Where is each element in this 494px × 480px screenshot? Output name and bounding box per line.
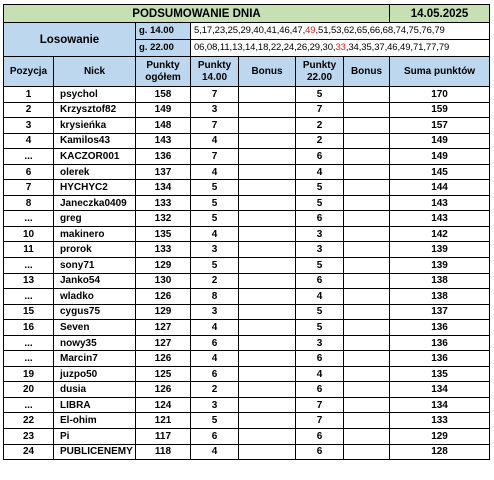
bonus-14-cell bbox=[239, 273, 296, 289]
points-22-cell: 6 bbox=[296, 444, 344, 460]
total-points-cell: 149 bbox=[136, 102, 191, 118]
sum-cell: 143 bbox=[390, 211, 490, 227]
bonus-22-cell bbox=[344, 335, 390, 351]
total-points-cell: 125 bbox=[136, 366, 191, 382]
points-14-cell: 3 bbox=[191, 304, 239, 320]
drawn-number: 46 bbox=[279, 25, 290, 36]
sum-cell: 128 bbox=[390, 444, 490, 460]
points-22-cell: 5 bbox=[296, 195, 344, 211]
sum-cell: 170 bbox=[390, 87, 490, 103]
points-14-cell: 5 bbox=[191, 258, 239, 274]
bonus-22-cell bbox=[344, 382, 390, 398]
total-points-cell: 126 bbox=[136, 382, 191, 398]
drawn-number: 37 bbox=[374, 42, 385, 53]
total-points-cell: 129 bbox=[136, 258, 191, 274]
draws-label: Losowanie bbox=[4, 23, 136, 57]
points-22-cell: 2 bbox=[296, 118, 344, 134]
sum-cell: 134 bbox=[390, 397, 490, 413]
sum-cell: 139 bbox=[390, 258, 490, 274]
total-points-cell: 127 bbox=[136, 320, 191, 336]
bonus-22-cell bbox=[344, 180, 390, 196]
drawn-number: 49 bbox=[400, 42, 411, 53]
table-row bbox=[4, 195, 490, 211]
total-points-cell: 135 bbox=[136, 226, 191, 242]
table-row bbox=[4, 397, 490, 413]
table-row bbox=[4, 133, 490, 149]
sum-cell: 129 bbox=[390, 429, 490, 445]
table-row bbox=[4, 289, 490, 305]
points-14-cell: 7 bbox=[191, 118, 239, 134]
nick-cell: LIBRA bbox=[54, 397, 136, 413]
bonus-14-cell bbox=[239, 289, 296, 305]
nick-cell: PUBLICENEMY bbox=[54, 444, 136, 460]
nick-cell: psychol bbox=[54, 87, 136, 103]
points-14-cell: 5 bbox=[191, 180, 239, 196]
sum-cell: 142 bbox=[390, 226, 490, 242]
points-22-cell: 7 bbox=[296, 413, 344, 429]
points-14-cell: 7 bbox=[191, 149, 239, 165]
total-points-cell: 143 bbox=[136, 133, 191, 149]
bonus-14-cell bbox=[239, 320, 296, 336]
points-22-cell: 4 bbox=[296, 289, 344, 305]
drawn-number: 25 bbox=[227, 25, 238, 36]
position-cell: 23 bbox=[4, 429, 54, 445]
position-cell: 4 bbox=[4, 133, 54, 149]
position-cell: 8 bbox=[4, 195, 54, 211]
col-header-position: Pozycja bbox=[4, 57, 54, 87]
drawn-number: 30 bbox=[322, 42, 333, 53]
bonus-14-cell bbox=[239, 397, 296, 413]
nick-cell: Kamilos43 bbox=[54, 133, 136, 149]
bonus-14-cell bbox=[239, 226, 296, 242]
position-cell: 16 bbox=[4, 320, 54, 336]
points-14-cell: 4 bbox=[191, 320, 239, 336]
drawn-number: 23 bbox=[214, 25, 226, 36]
total-points-cell: 126 bbox=[136, 351, 191, 367]
table-row bbox=[4, 102, 490, 118]
table-row bbox=[4, 413, 490, 429]
sum-cell: 136 bbox=[390, 320, 490, 336]
bonus-22-cell bbox=[344, 102, 390, 118]
drawn-number: 13 bbox=[232, 42, 243, 53]
points-22-cell: 6 bbox=[296, 382, 344, 398]
points-22-cell: 7 bbox=[296, 102, 344, 118]
table-row bbox=[4, 258, 490, 274]
points-22-cell: 5 bbox=[296, 87, 344, 103]
points-14-cell: 3 bbox=[191, 397, 239, 413]
bonus-22-cell bbox=[344, 397, 390, 413]
position-cell: 7 bbox=[4, 180, 54, 196]
position-cell: 3 bbox=[4, 118, 54, 134]
bonus-22-cell bbox=[344, 258, 390, 274]
position-cell: 2 bbox=[4, 102, 54, 118]
sum-cell: 139 bbox=[390, 242, 490, 258]
position-cell: ... bbox=[4, 258, 54, 274]
total-points-cell: 133 bbox=[136, 242, 191, 258]
col-header-total: Punkty ogółem bbox=[136, 57, 191, 87]
points-14-cell: 2 bbox=[191, 273, 239, 289]
points-14-cell: 7 bbox=[191, 87, 239, 103]
col-header-bonus-22: Bonus bbox=[344, 57, 390, 87]
nick-cell: Seven bbox=[54, 320, 136, 336]
draw-time-22: g. 22.00 bbox=[136, 40, 191, 57]
bonus-22-cell bbox=[344, 242, 390, 258]
column-header-row bbox=[4, 57, 490, 87]
bonus-22-cell bbox=[344, 133, 390, 149]
nick-cell: Janko54 bbox=[54, 273, 136, 289]
table-row bbox=[4, 273, 490, 289]
page-title: PODSUMOWANIE DNIA bbox=[4, 5, 390, 23]
position-cell: ... bbox=[4, 211, 54, 227]
position-cell: 22 bbox=[4, 413, 54, 429]
bonus-14-cell bbox=[239, 413, 296, 429]
col-header-bonus-14: Bonus bbox=[239, 57, 296, 87]
date-cell: 14.05.2025 bbox=[390, 5, 490, 23]
sum-cell: 135 bbox=[390, 366, 490, 382]
nick-cell: Janeczka0409 bbox=[54, 195, 136, 211]
points-14-cell: 4 bbox=[191, 444, 239, 460]
bonus-14-cell bbox=[239, 211, 296, 227]
bonus-14-cell bbox=[239, 102, 296, 118]
total-points-cell: 129 bbox=[136, 304, 191, 320]
drawn-number: 11 bbox=[219, 42, 230, 53]
sum-cell: 138 bbox=[390, 289, 490, 305]
table-row bbox=[4, 149, 490, 165]
nick-cell: cygus75 bbox=[54, 304, 136, 320]
draw-numbers-22: 06,08,11,13,14,18,22,24,26,29,30,33,34,35,37,46,49,71,77,79 bbox=[191, 40, 490, 57]
bonus-14-cell bbox=[239, 118, 296, 134]
sum-cell: 144 bbox=[390, 180, 490, 196]
bonus-22-cell bbox=[344, 289, 390, 305]
drawn-number: 71 bbox=[412, 42, 424, 53]
drawn-number: 65 bbox=[356, 25, 368, 36]
table-row bbox=[4, 180, 490, 196]
drawn-number: 79 bbox=[438, 42, 450, 53]
table-row bbox=[4, 429, 490, 445]
bonus-14-cell bbox=[239, 164, 296, 180]
total-points-cell: 136 bbox=[136, 149, 191, 165]
points-14-cell: 4 bbox=[191, 164, 239, 180]
table-row bbox=[4, 351, 490, 367]
total-points-cell: 158 bbox=[136, 87, 191, 103]
table-row bbox=[4, 335, 490, 351]
points-14-cell: 5 bbox=[191, 211, 239, 227]
sum-cell: 137 bbox=[390, 304, 490, 320]
total-points-cell: 121 bbox=[136, 413, 191, 429]
nick-cell: Pi bbox=[54, 429, 136, 445]
drawn-number: 18 bbox=[257, 42, 269, 53]
bonus-22-cell bbox=[344, 164, 390, 180]
position-cell: 10 bbox=[4, 226, 54, 242]
points-22-cell: 5 bbox=[296, 258, 344, 274]
col-header-nick: Nick bbox=[54, 57, 136, 87]
bonus-22-cell bbox=[344, 444, 390, 460]
points-22-cell: 6 bbox=[296, 211, 344, 227]
nick-cell: HYCHYC2 bbox=[54, 180, 136, 196]
points-22-cell: 4 bbox=[296, 164, 344, 180]
position-cell: 13 bbox=[4, 273, 54, 289]
points-14-cell: 3 bbox=[191, 242, 239, 258]
points-14-cell: 6 bbox=[191, 429, 239, 445]
drawn-number: 34 bbox=[348, 42, 359, 53]
sum-cell: 136 bbox=[390, 335, 490, 351]
points-14-cell: 5 bbox=[191, 413, 239, 429]
points-22-cell: 4 bbox=[296, 366, 344, 382]
sum-cell: 133 bbox=[390, 413, 490, 429]
points-22-cell: 6 bbox=[296, 273, 344, 289]
position-cell: 1 bbox=[4, 87, 54, 103]
sum-cell: 159 bbox=[390, 102, 490, 118]
drawn-number: 75 bbox=[408, 25, 419, 36]
drawn-number: 79 bbox=[434, 25, 445, 36]
position-cell: ... bbox=[4, 335, 54, 351]
bonus-22-cell bbox=[344, 304, 390, 320]
bonus-22-cell bbox=[344, 429, 390, 445]
drawn-number: 76 bbox=[421, 25, 432, 36]
nick-cell: krysieńka bbox=[54, 118, 136, 134]
drawn-number: 33 bbox=[335, 42, 346, 53]
bonus-14-cell bbox=[239, 351, 296, 367]
summary-sheet bbox=[3, 4, 489, 460]
bonus-22-cell bbox=[344, 87, 390, 103]
bonus-22-cell bbox=[344, 211, 390, 227]
position-cell: ... bbox=[4, 149, 54, 165]
bonus-22-cell bbox=[344, 320, 390, 336]
drawn-number: 47 bbox=[292, 25, 303, 36]
points-22-cell: 3 bbox=[296, 335, 344, 351]
table-row bbox=[4, 444, 490, 460]
drawn-number: 24 bbox=[283, 42, 295, 53]
points-22-cell: 6 bbox=[296, 351, 344, 367]
points-22-cell: 6 bbox=[296, 429, 344, 445]
drawn-number: 77 bbox=[425, 42, 437, 53]
table-row bbox=[4, 226, 490, 242]
bonus-14-cell bbox=[239, 444, 296, 460]
total-points-cell: 133 bbox=[136, 195, 191, 211]
col-header-sum: Suma punktów bbox=[390, 57, 490, 87]
drawn-number: 66 bbox=[369, 25, 381, 36]
drawn-number: 41 bbox=[266, 25, 277, 36]
bonus-22-cell bbox=[344, 226, 390, 242]
points-14-cell: 2 bbox=[191, 382, 239, 398]
position-cell: 15 bbox=[4, 304, 54, 320]
drawn-number: 49 bbox=[305, 25, 316, 36]
table-row bbox=[4, 320, 490, 336]
bonus-14-cell bbox=[239, 258, 296, 274]
table-row bbox=[4, 242, 490, 258]
nick-cell: olerek bbox=[54, 164, 136, 180]
nick-cell: prorok bbox=[54, 242, 136, 258]
drawn-number: 14 bbox=[244, 42, 256, 53]
position-cell: 11 bbox=[4, 242, 54, 258]
table-row bbox=[4, 366, 490, 382]
total-points-cell: 148 bbox=[136, 118, 191, 134]
total-points-cell: 124 bbox=[136, 397, 191, 413]
bonus-22-cell bbox=[344, 413, 390, 429]
sum-cell: 143 bbox=[390, 195, 490, 211]
bonus-14-cell bbox=[239, 429, 296, 445]
drawn-number: 29 bbox=[240, 25, 251, 36]
drawn-number: 35 bbox=[361, 42, 372, 53]
total-points-cell: 137 bbox=[136, 164, 191, 180]
total-points-cell: 132 bbox=[136, 211, 191, 227]
sum-cell: 134 bbox=[390, 382, 490, 398]
bonus-14-cell bbox=[239, 87, 296, 103]
nick-cell: wladko bbox=[54, 289, 136, 305]
table-row bbox=[4, 211, 490, 227]
position-cell: 6 bbox=[4, 164, 54, 180]
sum-cell: 149 bbox=[390, 149, 490, 165]
bonus-22-cell bbox=[344, 273, 390, 289]
position-cell: ... bbox=[4, 289, 54, 305]
position-cell: 20 bbox=[4, 382, 54, 398]
total-points-cell: 126 bbox=[136, 289, 191, 305]
nick-cell: Marcin7 bbox=[54, 351, 136, 367]
draw-numbers-14: 5,17,23,25,29,40,41,46,47,49,51,53,62,65,66,68,74,75,76,79 bbox=[191, 23, 490, 40]
nick-cell: KACZOR001 bbox=[54, 149, 136, 165]
points-22-cell: 6 bbox=[296, 149, 344, 165]
bonus-14-cell bbox=[239, 304, 296, 320]
position-cell: ... bbox=[4, 351, 54, 367]
drawn-number: 53 bbox=[330, 25, 342, 36]
bonus-22-cell bbox=[344, 351, 390, 367]
points-14-cell: 3 bbox=[191, 102, 239, 118]
bonus-22-cell bbox=[344, 366, 390, 382]
table-row bbox=[4, 118, 490, 134]
col-header-points-22: Punkty 22.00 bbox=[296, 57, 344, 87]
drawn-number: 22 bbox=[270, 42, 282, 53]
table-row bbox=[4, 87, 490, 103]
drawn-number: 62 bbox=[343, 25, 355, 36]
nick-cell: nowy35 bbox=[54, 335, 136, 351]
position-cell: ... bbox=[4, 397, 54, 413]
summary-table bbox=[3, 4, 490, 460]
drawn-number: 74 bbox=[395, 25, 406, 36]
drawn-number: 51 bbox=[318, 25, 329, 36]
sum-cell: 136 bbox=[390, 351, 490, 367]
table-row bbox=[4, 304, 490, 320]
points-22-cell: 5 bbox=[296, 304, 344, 320]
points-14-cell: 6 bbox=[191, 366, 239, 382]
nick-cell: El-ohim bbox=[54, 413, 136, 429]
sum-cell: 149 bbox=[390, 133, 490, 149]
table-row bbox=[4, 382, 490, 398]
total-points-cell: 117 bbox=[136, 429, 191, 445]
col-header-points-14: Punkty 14.00 bbox=[191, 57, 239, 87]
nick-cell: greg bbox=[54, 211, 136, 227]
points-14-cell: 4 bbox=[191, 351, 239, 367]
points-22-cell: 7 bbox=[296, 397, 344, 413]
draw-time-14: g. 14.00 bbox=[136, 23, 191, 40]
bonus-14-cell bbox=[239, 180, 296, 196]
bonus-14-cell bbox=[239, 133, 296, 149]
drawn-number: 46 bbox=[387, 42, 398, 53]
sum-cell: 145 bbox=[390, 164, 490, 180]
total-points-cell: 127 bbox=[136, 335, 191, 351]
points-22-cell: 3 bbox=[296, 226, 344, 242]
bonus-14-cell bbox=[239, 195, 296, 211]
sum-cell: 138 bbox=[390, 273, 490, 289]
points-22-cell: 3 bbox=[296, 242, 344, 258]
total-points-cell: 118 bbox=[136, 444, 191, 460]
points-14-cell: 4 bbox=[191, 226, 239, 242]
bonus-14-cell bbox=[239, 149, 296, 165]
position-cell: 19 bbox=[4, 366, 54, 382]
points-14-cell: 5 bbox=[191, 195, 239, 211]
points-22-cell: 5 bbox=[296, 180, 344, 196]
drawn-number: 06 bbox=[194, 42, 205, 53]
drawn-number: 68 bbox=[382, 25, 394, 36]
points-14-cell: 4 bbox=[191, 133, 239, 149]
nick-cell: Krzysztof82 bbox=[54, 102, 136, 118]
bonus-14-cell bbox=[239, 366, 296, 382]
total-points-cell: 134 bbox=[136, 180, 191, 196]
drawn-number: 29 bbox=[309, 42, 320, 53]
bonus-14-cell bbox=[239, 335, 296, 351]
drawn-number: 26 bbox=[296, 42, 308, 53]
bonus-22-cell bbox=[344, 195, 390, 211]
nick-cell: juzpo50 bbox=[54, 366, 136, 382]
points-22-cell: 2 bbox=[296, 133, 344, 149]
nick-cell: sony71 bbox=[54, 258, 136, 274]
drawn-number: 40 bbox=[253, 25, 264, 36]
sum-cell: 157 bbox=[390, 118, 490, 134]
bonus-14-cell bbox=[239, 242, 296, 258]
total-points-cell: 130 bbox=[136, 273, 191, 289]
table-row bbox=[4, 164, 490, 180]
bonus-22-cell bbox=[344, 118, 390, 134]
bonus-14-cell bbox=[239, 382, 296, 398]
nick-cell: dusia bbox=[54, 382, 136, 398]
points-14-cell: 8 bbox=[191, 289, 239, 305]
drawn-number: 08 bbox=[206, 42, 218, 53]
nick-cell: makinero bbox=[54, 226, 136, 242]
drawn-number: 17 bbox=[201, 25, 213, 36]
bonus-22-cell bbox=[344, 149, 390, 165]
points-22-cell: 5 bbox=[296, 320, 344, 336]
position-cell: 24 bbox=[4, 444, 54, 460]
drawn-number: 5 bbox=[194, 25, 200, 36]
points-14-cell: 6 bbox=[191, 335, 239, 351]
